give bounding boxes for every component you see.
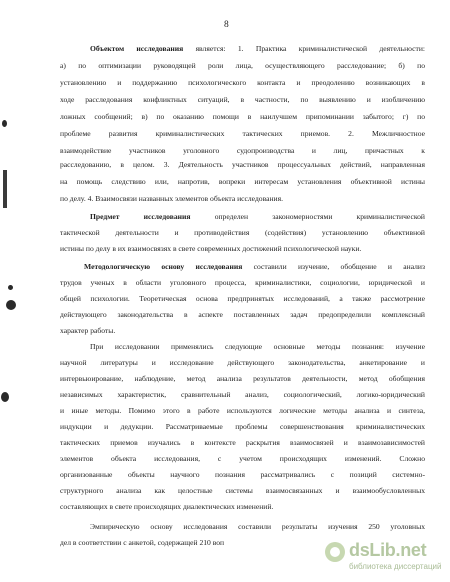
subject-heading: Предмет исследования: [90, 212, 191, 221]
page-number: 8: [224, 20, 229, 30]
paragraph-methodology-line: трудов ученых в области уголовного процесса, криминалистики, социологии, юридической и: [60, 278, 425, 287]
watermark-name: dsLib.net: [349, 540, 427, 560]
paragraph-subject-line: тактической деятельности и противодействия (содействия) установлению объективной: [60, 228, 425, 237]
paragraph-methods-line: и иные методы. Помимо этого в работе используются логические методы анализа и синтеза,: [60, 406, 425, 415]
paragraph-methods-line: интервьюирование, наблюдение, метод анализа результатов деятельности, метод обобщения: [60, 374, 425, 383]
paragraph-methodology-line: действующего законодательства в аспекте поставленных задач предопределили комплексный: [60, 310, 425, 319]
paragraph-methodology-line: Методологическую основу исследования составили изучение, обобщение и анализ: [84, 262, 425, 271]
binding-hole-mark: [6, 300, 16, 310]
methodology-heading: Методологическую основу исследования: [84, 262, 243, 271]
paragraph-methods-line: научной литературы и исследование действующего законодательства, анкетирование и: [60, 358, 425, 367]
paragraph-object-line: по делу. 4. Взаимосвязи названных элементов объекта исследования.: [60, 194, 283, 203]
paragraph-methods-line: независимых характеристик, сравнительный анализ, социологический, логико-юридический: [60, 390, 425, 399]
dslib-logo-icon: [325, 542, 345, 562]
paragraph-object-line: установлению и поддержанию психологического контакта и преодолению возникающих в: [60, 78, 425, 87]
paragraph-object-line: проблеме развития криминалистических тактических приемов. 2. Межличностное: [60, 129, 425, 138]
paragraph-object-line: а) по оптимизации руководящей роли лица, осуществляющего расследование; б) по: [60, 61, 425, 70]
paragraph-object-line: Объектом исследования является: 1. Практика криминалистической деятельности:: [90, 44, 425, 53]
paragraph-methods-line: составляющих в свете происходящих диалектических изменений.: [60, 502, 274, 511]
paragraph-object-line: расследованию, в целом. 3. Деятельность участников процессуальных действий, направленная: [60, 160, 425, 169]
paragraph-subject-line: Предмет исследования определен закономерностями криминалистической: [90, 212, 425, 221]
binding-hole-mark: [8, 285, 13, 290]
paragraph-object-line: взаимодействие участников уголовного судопроизводства и лиц, причастных к: [60, 146, 425, 155]
paragraph-methodology-line: общей психологии. Теоретическая основа предпринятых исследований, а также рассмотрение: [60, 294, 425, 303]
paragraph-object-line: ходе расследования конфликтных ситуаций, в частности, по выявлению и изобличению: [60, 95, 425, 104]
margin-scan-mark: [3, 170, 7, 208]
paragraph-object-line: на помощь следствию или, напротив, вопреки интересам установления объективной истины: [60, 177, 425, 186]
paragraph-methods-line: организованные объекты научного познания рассматривались с позиций системно-: [60, 470, 425, 479]
paragraph-methods-line: элементов объекта исследования, с учетом происходящих изменений. Сложно: [60, 454, 425, 463]
paragraph-methodology-line: характер работы.: [60, 326, 116, 335]
object-heading: Объектом исследования: [90, 44, 184, 53]
paragraph-empirical-line: Эмпирическую основу исследования составили результаты изучения 250 уголовных: [90, 522, 425, 531]
watermark-subtitle: библиотека диссертаций: [349, 562, 442, 571]
paragraph-methods-line: При исследовании применялись следующие основные методы познания: изучение: [90, 342, 425, 351]
paragraph-empirical-line: дел в соответствии с анкетой, содержащей 210 воп: [60, 538, 225, 547]
binding-hole-mark: [1, 392, 9, 402]
watermark: [325, 540, 445, 580]
paragraph-methods-line: структурного анализа как целостные системы взаимосвязанных и взаимообусловленных: [60, 486, 425, 495]
paragraph-object-line: ложных сообщений; в) по оказанию помощи в наилучшем припоминании забытого; г) по: [60, 112, 425, 121]
paragraph-subject-line: истины по делу в их взаимосвязях в свете современных достижений психологической науки.: [60, 244, 362, 253]
binding-hole-mark: [2, 120, 7, 127]
paragraph-methods-line: индукции и дедукции. Рассматриваемые проблемы совершенствования криминалистических: [60, 422, 425, 431]
paragraph-methods-line: тактических приемов изучались в контексте раскрытия взаимосвязей и взаимозависимостей: [60, 438, 425, 447]
